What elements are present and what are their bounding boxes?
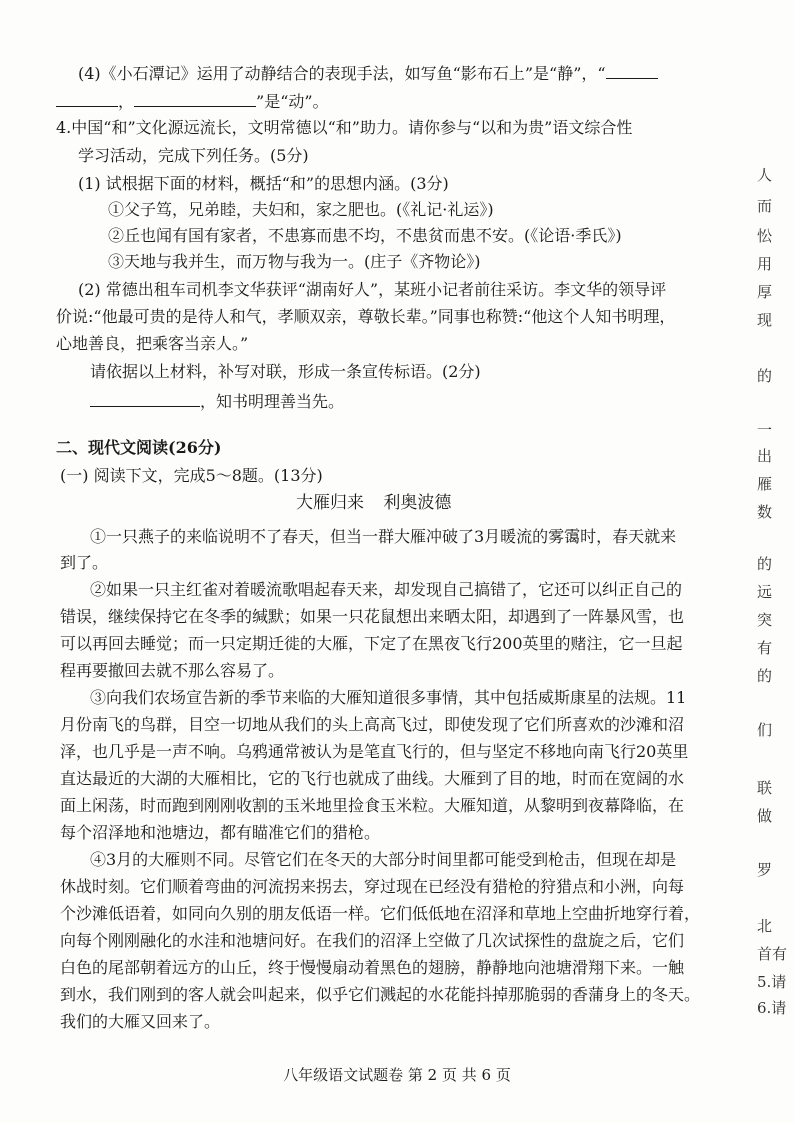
edge-fragment: 的 bbox=[757, 667, 773, 685]
passage-line: 可以再回去睡觉；而一只定期迁徙的大雁，下定了在黑夜飞行200英里的赌注，它一旦起 bbox=[60, 634, 683, 653]
q4-sub2-1: (2) 常德出租车司机李文华获评“湖南好人”，某班小记者前往采访。李文华的领导评 bbox=[78, 280, 667, 299]
edge-fragment: 5.请 bbox=[757, 973, 787, 991]
q4-stem-2: 学习活动，完成下列任务。(5分) bbox=[78, 146, 309, 165]
passage-line: 个沙滩低语着，如同向久别的朋友低语一样。它们低低地在沼泽和草地上空曲折地穿行着， bbox=[60, 904, 701, 923]
passage-line: 白色的尾部朝着远方的山丘，终于慢慢扇动着黑色的翅膀，静静地向池塘滑翔下来。一触 bbox=[60, 958, 685, 977]
q3-text: (4)《小石潭记》运用了动静结合的表现手法，如写鱼“影布石上”是“静”，“ bbox=[78, 64, 606, 83]
q4-material-1: ①父子笃，兄弟睦，夫妇和，家之肥也。(《礼记·礼运》) bbox=[108, 200, 494, 219]
passage-line: 到水，我们刚到的客人就会叫起来，似乎它们溅起的水花能抖掉那脆弱的香蒲身上的冬天。 bbox=[60, 985, 701, 1004]
passage-line: ①一只燕子的来临说明不了春天，但当一群大雁冲破了3月暖流的雾霭时，春天就来 bbox=[90, 527, 677, 546]
passage-line: ④3月的大雁则不同。尽管它们在冬天的大部分时间里都可能受到枪击，但现在却是 bbox=[90, 850, 677, 869]
q4-material-2: ②丘也闻有国有家者，不患寡而患不均，不患贫而患不安。(《论语·季氏》) bbox=[108, 226, 622, 245]
couplet-end: ，知书明理善当先。 bbox=[200, 392, 345, 411]
edge-fragment: 厚 bbox=[757, 283, 773, 301]
edge-fragment: 6.请 bbox=[757, 999, 787, 1017]
passage-title-line bbox=[296, 492, 451, 514]
passage-line: 我们的大雁又回来了。 bbox=[60, 1012, 221, 1031]
edge-fragment: 做 bbox=[757, 807, 773, 825]
edge-fragment: 远 bbox=[757, 583, 773, 601]
passage-line: ②如果一只主红雀对着暖流歌唱起春天来，却发现自己搞错了，它还可以纠正自己的 bbox=[90, 580, 683, 599]
edge-fragment: 北 bbox=[757, 917, 773, 935]
section-heading: 二、现代文阅读(26分) bbox=[56, 438, 222, 457]
edge-fragment: 一 bbox=[757, 421, 773, 439]
passage-line: 程再要撤回去就不那么容易了。 bbox=[60, 661, 285, 680]
passage-line: 直达最近的大湖的大雁相比，它的飞行也就成了曲线。大雁到了目的地，时而在宽阔的水 bbox=[60, 769, 685, 788]
q3-line2 bbox=[56, 90, 329, 112]
answer-blank[interactable] bbox=[134, 90, 256, 107]
edge-fragment: 雁 bbox=[757, 475, 773, 493]
edge-fragment: 忪 bbox=[757, 227, 773, 245]
edge-fragment: 们 bbox=[757, 721, 773, 739]
answer-blank[interactable] bbox=[90, 390, 200, 407]
passage-line: 向每个刚刚融化的水洼和池塘问好。在我们的沼泽上空做了几次试探性的盘旋之后，它们 bbox=[60, 931, 685, 950]
passage-line: 错误，继续保持它在冬季的缄默；如果一只花鼠想出来晒太阳，却遇到了一阵暴风雪，也 bbox=[60, 607, 685, 626]
edge-fragment: 的 bbox=[757, 555, 773, 573]
passage-line: 每个沼泽地和池塘边，都有瞄准它们的猎枪。 bbox=[60, 823, 381, 842]
q3-end: ”是“动”。 bbox=[256, 92, 329, 111]
edge-fragment: 罗 bbox=[757, 861, 773, 879]
q4-couplet bbox=[90, 390, 344, 412]
passage-author: 利奥波德 bbox=[383, 493, 452, 513]
edge-fragment: 人 bbox=[757, 166, 773, 184]
passage-line: 泽，也几乎是一声不响。乌鸦通常被认为是笔直飞行的，但与坚定不移地向南飞行20英里 bbox=[60, 742, 689, 761]
edge-fragment: 而 bbox=[757, 197, 773, 215]
passage-line: ③向我们农场宣告新的季节来临的大雁知道很多事情，其中包括威斯康星的法规。11 bbox=[90, 688, 687, 707]
passage-title: 大雁归来 bbox=[296, 493, 364, 513]
edge-fragment: 突 bbox=[757, 611, 773, 629]
q4-task: 请依据以上材料，补写对联，形成一条宣传标语。(2分) bbox=[90, 362, 481, 381]
edge-fragment: 联 bbox=[757, 779, 773, 797]
q4-sub2-3: 心地善良，把乘客当亲人。” bbox=[56, 334, 249, 353]
passage-line: 休战时刻。它们顺着弯曲的河流拐来拐去，穿过现在已经没有猎枪的狩猎点和小洲，向每 bbox=[60, 877, 685, 896]
page-footer: 八年级语文试题卷 第 2 页 共 6 页 bbox=[283, 1066, 511, 1084]
passage-line: 面上闲荡，时而跑到刚刚收割的玉米地里捡食玉米粒。大雁知道，从黎明到夜幕降临，在 bbox=[60, 796, 685, 815]
edge-fragment: 用 bbox=[757, 255, 773, 273]
answer-blank[interactable] bbox=[56, 90, 118, 107]
passage-line: 到了。 bbox=[60, 553, 109, 572]
q4-sub1: (1) 试根据下面的材料，概括“和”的思想内涵。(3分) bbox=[78, 174, 449, 193]
edge-fragment: 的 bbox=[757, 367, 773, 385]
q4-material-3: ③天地与我并生，而万物与我为一。(庄子《齐物论》) bbox=[108, 252, 481, 271]
answer-blank[interactable] bbox=[606, 62, 658, 79]
q4-sub2-2: 价说:“他最可贵的是待人和气，孝顺双亲，尊敬长辈。”同事也称赞:“他这个人知书明理， bbox=[56, 307, 676, 326]
passage-line: 月份南飞的鸟群，目空一切地从我们的头上高高飞过，即使发现了它们所喜欢的沙滩和沼 bbox=[60, 715, 685, 734]
edge-fragment: 现 bbox=[757, 311, 773, 329]
q3-line1 bbox=[78, 62, 658, 84]
edge-fragment: 首有 bbox=[757, 945, 788, 963]
edge-fragment: 有 bbox=[757, 639, 773, 657]
q4-stem-1: 4.中国“和”文化源远流长，文明常德以“和”助力。请你参与“以和为贵”语文综合性 bbox=[56, 118, 633, 137]
edge-fragment: 出 bbox=[757, 447, 773, 465]
edge-fragment: 数 bbox=[757, 503, 773, 521]
q3-sep: ， bbox=[118, 92, 135, 111]
part-heading: (一) 阅读下文，完成5～8题。(13分) bbox=[60, 466, 323, 485]
